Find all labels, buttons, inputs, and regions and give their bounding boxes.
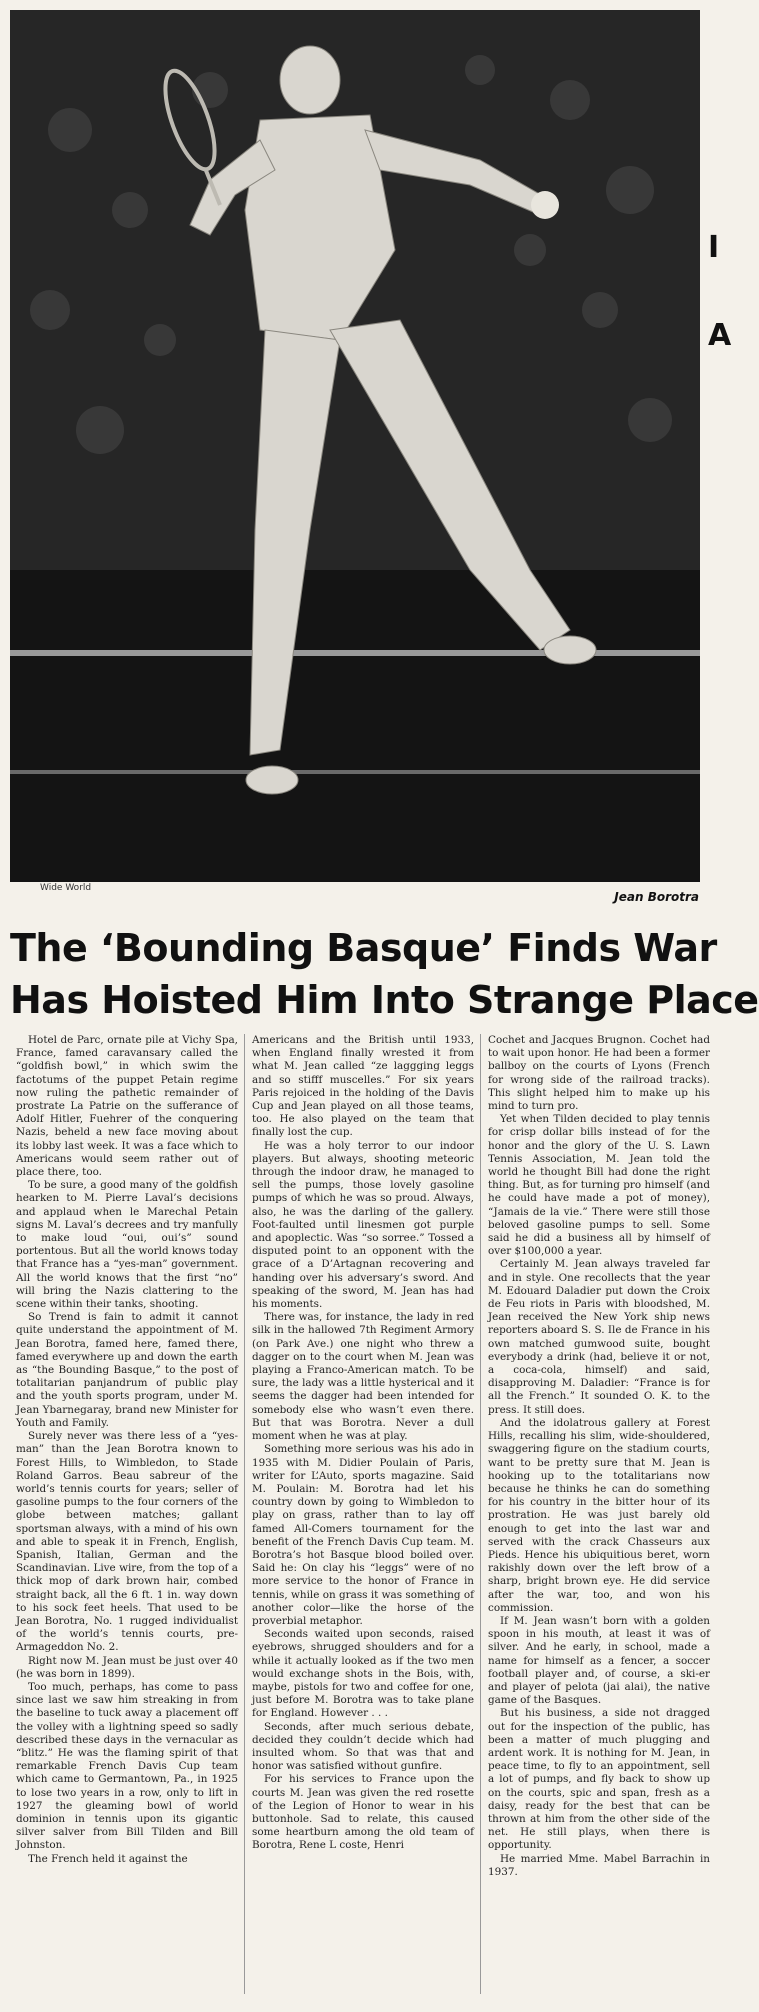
article-column-2	[252, 1034, 474, 1853]
photo-tennis-player	[10, 10, 700, 882]
paragraph: And the idolatrous gallery at Forest Hills, recalling his slim, wide-shouldered, swaggering figure on the stadium courts, want to be pretty sure that M. Jean is hooking up to the totalitarians now because he thinks he can do something for his country in the bitter hour of its prostration. He was just barely old enough to get into the last war and served with the crack Chasseurs aux Pieds. Hence his ubiquitious beret, worn rakishly down over the left brow of a sharp, bright brown eye. He did service after the war, too, and won his commission.	[488, 1416, 710, 1614]
paragraph: He married Mme. Mabel Barrachin in 1937.	[488, 1852, 710, 1878]
photo-caption: Jean Borotra	[614, 890, 699, 904]
paragraph: Yet when Tilden decided to play tennis for crisp dollar bills instead of for the honor and the glory of the U. S. Lawn Tennis Association, M. Jean told the world he thought Bill had done the right thing. But, as for turning pro himself (and he could have made a pot of money), “Jamais de la vie.” There were still those beloved gasoline pumps to sell. Some said he did a business all by himself of over $100,000 a year.	[488, 1113, 710, 1258]
paragraph: If M. Jean wasn’t born with a golden spoon in his mouth, at least it was of silver. And he early, in school, made a name for himself as a fencer, a soccer football player and, of course, a ski-er and player of pelota (jai alai), the native game of the Basques.	[488, 1614, 710, 1707]
article-column-1	[16, 1034, 238, 1866]
headline-line-1: The ‘Bounding Basque’ Finds War	[10, 926, 717, 970]
paragraph: Something more serious was his ado in 1935 with M. Didier Poulain of Paris, writer for L’Auto, sports magazine. Said M. Poulain: M. Borotra had let his country down by going to Wimbledon to play on grass, rather than to lay off famed All-Comers tournament for the benefit of the French Davis Cup team. M. Borotra’s hot Basque blood boiled over. Said he: On clay his “leggs” were of no more service to the honor of France in tennis, while on grass it was something of another color—like the horse of the proverbial metaphor.	[252, 1443, 474, 1627]
paragraph: Seconds waited upon seconds, raised eyebrows, shrugged shoulders and for a while it actually looked as if the two men would exchange shots in the Bois, with, maybe, pistols for two and coffee for one, just before M. Borotra was to take plane for England. However . . .	[252, 1628, 474, 1720]
paragraph: To be sure, a good many of the goldfish hearken to M. Pierre Laval’s decisions and applaud when le Marechal Petain signs M. Laval’s decrees and try manfully to make loud “oui, oui’s” sound portentous. But all the world knows today that France has a “yes-man” government. All the world knows that the first “no” will bring the Nazis clattering to the scene within their tanks, shooting.	[16, 1179, 238, 1311]
tennis-player-illustration	[10, 10, 700, 882]
paragraph: Right now M. Jean must be just over 40 (he was born in 1899).	[16, 1654, 238, 1680]
paragraph: Seconds, after much serious debate, decided they couldn’t decide which had insulted whom. So that was that and honor was satisfied without gunfire.	[252, 1720, 474, 1773]
paragraph: Hotel de Parc, ornate pile at Vichy Spa, France, famed caravansary called the “goldfish bowl,” in which swim the factotums of the puppet Petain regime now ruling the pathetic remainder of prostrate La Patrie on the sufferance of Adolf Hitler, Fuehrer of the conquering Nazis, beheld a new face moving about its lobby last week. It was a face which to Americans would seem rather out of place there, too.	[16, 1034, 238, 1179]
paragraph: Cochet and Jacques Brugnon. Cochet had to wait upon honor. He had been a former ballboy on the courts of Lyons (French for wrong side of the railroad tracks). This slight helped him to make up his mind to turn pro.	[488, 1034, 710, 1113]
paragraph: Surely never was there less of a “yes-man” than the Jean Borotra known to Forest Hills, to Wimbledon, to Stade Roland Garros. Beau sabreur of the world’s tennis courts for years; seller of gasoline pumps to the four corners of the globe between matches; gallant sportsman always, with a mind of his own and able to speak it in French, English, Spanish, Italian, German and the Scandinavian. Live wire, from the top of a thick mop of dark brown hair, combed straight back, all the 6 ft. 1 in. way down to his sock feet heels. That used to be Jean Borotra, No. 1 rugged individualist of the world’s tennis courts, pre-Armageddon No. 2.	[16, 1430, 238, 1654]
column-rule	[244, 1034, 245, 1994]
margin-fragment: A	[708, 318, 732, 353]
paragraph: Americans and the British until 1933, when England finally wrested it from what M. Jean called “ze laggging leggs and so stifff muscelles.” For six years Paris rejoiced in the holding of the Davis Cup and Jean played on all those teams, too. He also played on the team that finally lost the cup.	[252, 1034, 474, 1139]
headline	[10, 922, 759, 1026]
paragraph: So Trend is fain to admit it cannot quite understand the appointment of M. Jean Borotra, famed here, famed there, famed everywhere up and down the earth as “the Bounding Basque,” to the post of totalitarian panjandrum of public play and the youth sports program, under M. Jean Ybarnegaray, brand new Minister for Youth and Family.	[16, 1311, 238, 1429]
paragraph: Too much, perhaps, has come to pass since last we saw him streaking in from the baseline to tuck away a placement off the volley with a lightning speed so sadly described these days in the vernacular as “blitz.” He was the flaming spirit of that remarkable French Davis Cup team which came to Germantown, Pa., in 1925 to lose two years in a row, only to lift in 1927 the gleaming bowl of world dominion in tennis upon its gigantic silver salver from Bill Tilden and Bill Johnston.	[16, 1680, 238, 1852]
margin-fragment: I	[708, 230, 720, 265]
paragraph: He was a holy terror to our indoor players. But always, shooting meteoric through the indoor draw, he managed to sell the pumps, those lovely gasoline pumps of which he was so proud. Always, also, he was the darling of the gallery. Foot-faulted until linesmen got purple and apoplectic. Was “so sorree.” Tossed a disputed point to an opponent with the grace of a D’Artagnan recovering and handing over his adversary’s sword. And speaking of the sword, M. Jean has had his moments.	[252, 1139, 474, 1311]
paragraph: Certainly M. Jean always traveled far and in style. One recollects that the year M. Edouard Daladier put down the Croix de Feu riots in Paris with bloodshed, M. Jean received the New York ship news reporters aboard S. S. Ile de France in his own matched gumwood suite, bought everybody a drink (had, believe it or not, a coca-cola, himself) and said, disapproving M. Daladier: “France is for all the French.” It sounded O. K. to the press. It still does.	[488, 1258, 710, 1416]
headline-line-2: Has Hoisted Him Into Strange Place	[10, 978, 759, 1022]
paragraph: The French held it against the	[28, 1852, 188, 1865]
paragraph: For his services to France upon the courts M. Jean was given the red rosette of the Legion of Honor to wear in his buttonhole. Sad to relate, this caused some heartburn among the old team of Borotra, Rene L coste, Henri	[252, 1773, 474, 1852]
paragraph: There was, for instance, the lady in red silk in the hallowed 7th Regiment Armory (on Park Ave.) one night who threw a dagger on to the court when M. Jean was playing a Franco-American match. To be sure, the lady was a little hysterical and it seems the dagger had been intended for somebody else who wasn’t even there. But that was Borotra. Never a dull moment when he was at play.	[252, 1311, 474, 1443]
photo-credit: Wide World	[40, 883, 92, 893]
column-rule	[480, 1034, 481, 1994]
paragraph: But his business, a side not dragged out for the inspection of the public, has been a matter of much plugging and ardent work. It is nothing for M. Jean, in peace time, to fly to an appointment, sell a lot of pumps, and fly back to show up on the courts, spic and span, fresh as a daisy, ready for the best that can be thrown at him from the other side of the net. He still plays, when there is opportunity.	[488, 1707, 710, 1852]
article-column-3	[488, 1034, 710, 1879]
